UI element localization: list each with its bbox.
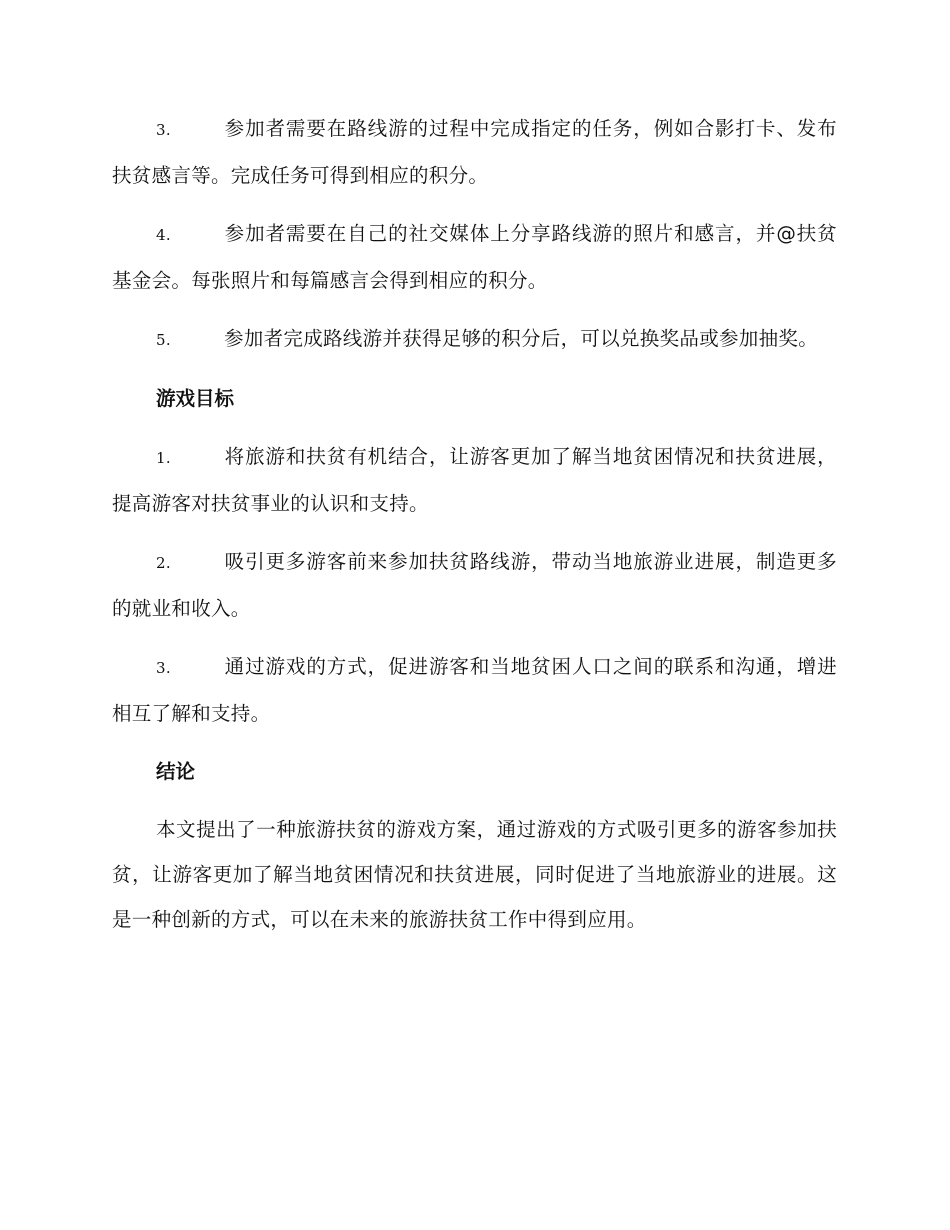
rule-item-4 [112,211,837,303]
list-number: 3. [156,659,171,677]
section-heading-conclusion: 结论 [156,760,196,783]
rule-item-5 [112,316,837,363]
list-number: 2. [156,554,171,572]
goal-item-3 [112,644,837,736]
section-heading-goals: 游戏目标 [156,387,235,410]
goal-item-2 [112,539,837,631]
conclusion-paragraph: 本文提出了一种旅游扶贫的游戏方案，通过游戏的方式吸引更多的游客参加扶贫，让游客更加了解当地贫困情况和扶贫进展，同时促进了当地旅游业的进展。这是一种创新的方式，可以在未来的旅游扶贫工作中得到应用。 [112,818,837,931]
goal-item-1 [112,434,837,526]
list-number: 4. [156,226,171,244]
rule-item-3 [112,106,837,198]
list-item-text: 参加者完成路线游并获得足够的积分后，可以兑换奖品或参加抽奖。 [224,327,819,350]
list-number: 1. [156,449,171,467]
list-number: 3. [156,121,171,139]
list-item-text: 将旅游和扶贫有机结合，让游客更加了解当地贫困情况和扶贫进展，提高游客对扶贫事业的认识和支持。 [112,445,837,515]
document-page [112,106,837,942]
list-item-text: 参加者需要在自己的社交媒体上分享路线游的照片和感言，并@扶贫基金会。每张照片和每篇感言会得到相应的积分。 [112,222,837,292]
list-item-text: 吸引更多游客前来参加扶贫路线游，带动当地旅游业进展，制造更多的就业和收入。 [112,550,837,620]
list-number: 5. [156,331,171,349]
list-item-text: 通过游戏的方式，促进游客和当地贫困人口之间的联系和沟通，增进相互了解和支持。 [112,655,837,725]
list-item-text: 参加者需要在路线游的过程中完成指定的任务，例如合影打卡、发布扶贫感言等。完成任务可得到相应的积分。 [112,117,837,187]
